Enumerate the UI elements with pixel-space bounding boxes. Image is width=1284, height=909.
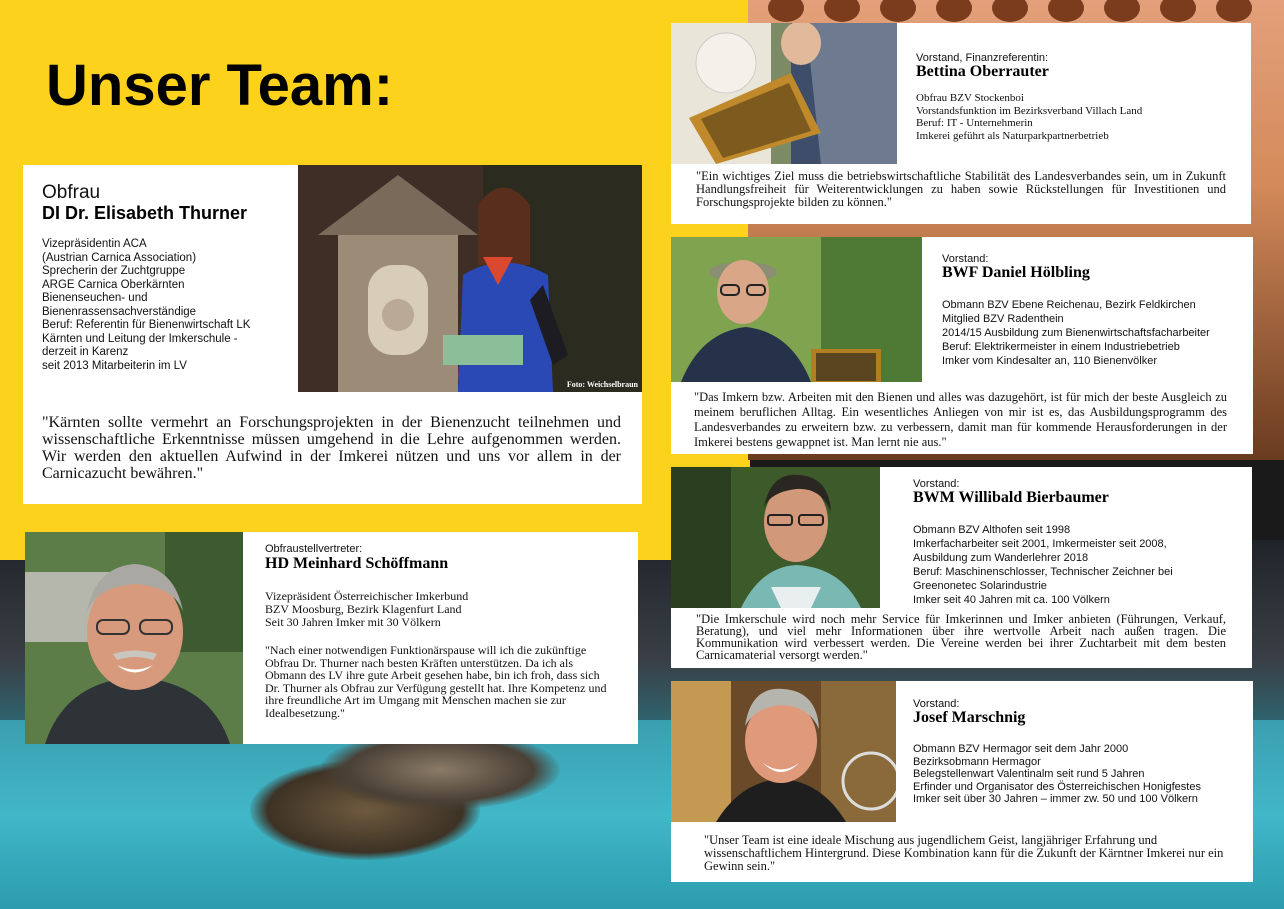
detail-line: Ausbildung zum Wanderlehrer 2018 (913, 552, 1089, 564)
detail-line: Vizepräsident Österreichischer Imkerbund (265, 589, 469, 603)
member-details (42, 238, 292, 373)
detail-line: Erfinder und Organisator des Österreichischen Honigfestes (913, 780, 1201, 793)
detail-line: Obmann BZV Althofen seit 1998 (913, 524, 1071, 536)
detail-line: Beruf: Referentin für Bienenwirtschaft LK (42, 319, 251, 331)
member-card-oberrauter (671, 23, 1251, 224)
member-details (942, 298, 1252, 368)
detail-line: derzeit in Karenz (42, 346, 129, 358)
member-card-schoeffmann (25, 532, 638, 744)
detail-line: (Austrian Carnica Association) (42, 251, 197, 264)
detail-line: Obmann BZV Ebene Reichenau, Bezirk Feldkirchen (942, 299, 1196, 311)
member-role: Vorstand: (913, 478, 960, 490)
detail-line: Imkerfacharbeiter seit 2001, Imkermeister seit 2008, (913, 538, 1167, 550)
photo-bierbaumer-illustration (671, 467, 880, 608)
detail-line: Belegstellenwart Valentinalm seit rund 5 Jahren (913, 768, 1145, 780)
photo-marschnig (671, 681, 896, 822)
detail-line: Imker seit über 30 Jahren – immer zw. 50 und 100 Völkern (913, 793, 1198, 805)
detail-line: 2014/15 Ausbildung zum Bienenwirtschaftsfacharbeiter (942, 327, 1210, 339)
page-title: Unser Team: (46, 53, 394, 118)
detail-line: seit 2013 Mitarbeiterin im LV (42, 359, 187, 372)
member-card-bierbaumer (671, 467, 1252, 668)
member-name: Josef Marschnig (913, 709, 1026, 726)
member-details (913, 743, 1248, 806)
photo-hoelbling-illustration (671, 237, 922, 382)
detail-line: Vorstandsfunktion im Bezirksverband Villach Land (916, 104, 1143, 117)
detail-line: Bienenseuchen- und (42, 292, 148, 304)
member-details (265, 590, 625, 629)
detail-line: Obmann BZV Hermagor seit dem Jahr 2000 (913, 743, 1129, 755)
detail-line: Vizepräsidentin ACA (42, 238, 147, 250)
member-name: BWM Willibald Bierbaumer (913, 489, 1109, 506)
photo-thurner (298, 165, 642, 392)
detail-line: Bezirksobmann Hermagor (913, 755, 1041, 768)
photo-marschnig-illustration (671, 681, 896, 822)
detail-line: Beruf: IT - Unternehmerin (916, 117, 1033, 129)
member-role: Obfrau (42, 182, 101, 203)
detail-line: Imker seit 40 Jahren mit ca. 100 Völkern (913, 594, 1110, 606)
detail-line: Obfrau BZV Stockenboi (916, 92, 1024, 104)
detail-line: Imker vom Kindesalter an, 110 Bienenvölker (942, 355, 1158, 367)
member-quote: "Die Imkerschule wird noch mehr Service für Imkerinnen und Imker anbieten (Führungen, Verkauf, Beratung), und viel mehr Informationen über ihre wertvolle Arbeit nach außen tragen. Die Kommunikation wird verbessert werden. Die Vereine werden bei ihrer Zuchtarbeit mit dem besten Carnicamaterial versorgt werden." (696, 612, 1226, 662)
photo-credit: Foto: Weichselbraun (566, 380, 638, 389)
detail-line: Mitglied BZV Radenthein (942, 313, 1064, 325)
photo-thurner-illustration (298, 165, 642, 392)
detail-line: Kärnten und Leitung der Imkerschule - (42, 332, 238, 345)
member-quote: "Unser Team ist eine ideale Mischung aus jugendlichem Geist, langjähriger Erfahrung und wissenschaftlichem Hintergrund. Diese Kombination kann für die Zukunft der Kärntner Imkerei nur ein Gewinn sein." (704, 833, 1224, 873)
detail-line: ARGE Carnica Oberkärnten (42, 278, 185, 291)
member-quote: "Nach einer notwendigen Funktionärspause will ich die zukünftige Obfrau Dr. Thurner nach besten Kräften unterstützen. Da ich als Obmann des LV ihre gute Arbeit gesehen habe, bin ich froh, dass sich Dr. Thurner als Obfrau zur Verfügung gestellt hat. Ihre Kompetenz und ihre freundliche Art im Umgang mit Menschen machen sie zur Idealbesetzung." (265, 643, 607, 720)
detail-line: Sprecherin der Zuchtgruppe (42, 265, 186, 277)
detail-line: Beruf: Maschinenschlosser, Technischer Zeichner bei (913, 566, 1173, 578)
photo-schoeffmann (25, 532, 243, 744)
photo-hoelbling (671, 237, 922, 382)
member-role: Vorstand, Finanzreferentin: (916, 52, 1049, 64)
member-name: HD Meinhard Schöffmann (265, 555, 449, 572)
detail-line: Imkerei geführt als Naturparkpartnerbetrieb (916, 129, 1109, 142)
member-details (916, 92, 1246, 142)
photo-oberrauter (671, 23, 897, 164)
member-quote: "Das Imkern bzw. Arbeiten mit den Bienen und alles was dazugehört, ist für mich der beste Ausgleich zu meinem beruflichen Alltag. Ein wesentliches Anliegen von mir ist es, das Ausbildungsprogramm des Landesverbandes zu erweitern bzw. zu verbessern, damit man für kommende Herausforderungen in der Imkerei bestens gewappnet ist. Man lernt nie aus." (694, 390, 1227, 449)
member-quote: "Ein wichtiges Ziel muss die betriebswirtschaftliche Stabilität des Landesverbandes sein, um in Zukunft Handlungsfreiheit für Weiterentwicklungen zu haben sowie Rückstellungen für Investitionen und Forschungsprojekte bilden zu können." (696, 169, 1226, 209)
member-role: Vorstand: (913, 698, 960, 710)
photo-oberrauter-illustration (671, 23, 897, 164)
member-name: Bettina Oberrauter (916, 63, 1049, 80)
photo-schoeffmann-illustration (25, 532, 243, 744)
member-details (913, 523, 1243, 607)
member-card-thurner (23, 165, 642, 504)
detail-line: BZV Moosburg, Bezirk Klagenfurt Land (265, 602, 462, 616)
member-name: BWF Daniel Hölbling (942, 264, 1090, 281)
member-role: Vorstand: (942, 253, 989, 265)
member-quote: "Kärnten sollte vermehrt an Forschungsprojekten in der Bienenzucht teilnehmen und wissenschaftliche Erkenntnisse müssen umgehend in die Lehre aufgenommen werden. Wir werden den aktuellen Aufwind in der Imkerei nützen und uns vor allem in der Carnicazucht bewähren." (42, 414, 621, 482)
detail-line: Beruf: Elektrikermeister in einem Industriebetrieb (942, 341, 1180, 353)
member-card-hoelbling (671, 237, 1253, 454)
member-name: DI Dr. Elisabeth Thurner (42, 203, 248, 223)
photo-bierbaumer (671, 467, 880, 608)
detail-line: Greenonetec Solarindustrie (913, 580, 1047, 592)
detail-line: Bienenrassensachverständige (42, 305, 197, 318)
detail-line: Seit 30 Jahren Imker mit 30 Völkern (265, 615, 441, 629)
member-role: Obfraustellvertreter: (265, 543, 363, 555)
member-card-marschnig (671, 681, 1253, 882)
